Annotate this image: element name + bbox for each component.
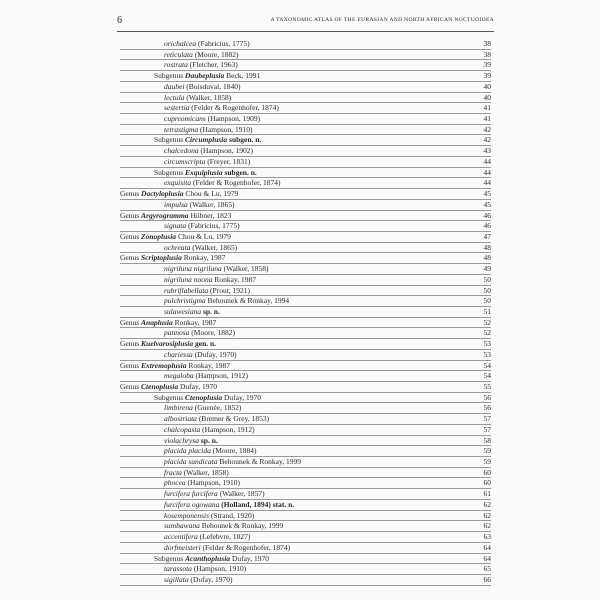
taxon-name: exquisita [164, 178, 192, 188]
taxon-name: Ctenoplusia [141, 382, 179, 391]
toc-species-entry [120, 286, 491, 297]
taxon-name: furcifera furcifera [164, 489, 218, 499]
page-reference: 60 [483, 478, 491, 488]
page-reference: 63 [483, 532, 491, 542]
taxon-author: Ronkay, 1987 [214, 274, 257, 284]
page-reference: 59 [483, 446, 491, 456]
taxon-author: subgen. n. [229, 135, 262, 145]
toc-species-entry [120, 511, 491, 522]
taxon-name: chalcedona [164, 146, 199, 156]
toc-genus-entry [120, 211, 491, 222]
taxon-name: pulchristigma [164, 296, 206, 306]
toc-species-entry [120, 243, 491, 254]
taxon-author: (Moore, 1882) [194, 49, 239, 59]
taxon-author: (Walker, 1858) [183, 467, 229, 477]
toc-species-entry [120, 468, 491, 479]
taxon-author: (Lefebvre, 1827) [199, 532, 251, 542]
page-reference: 46 [483, 210, 491, 220]
taxon-name: orichalcea [164, 39, 197, 48]
taxon-rank: Subgenus [154, 392, 184, 402]
toc-species-entry [120, 114, 491, 125]
page-reference: 57 [483, 424, 491, 434]
toc-species-entry [120, 221, 491, 232]
taxon-name: Exquiplusia [185, 167, 223, 177]
page-reference: 64 [483, 553, 491, 563]
taxon-name: rostrata [164, 60, 188, 70]
page-reference: 46 [483, 221, 491, 231]
taxon-name: nigriluna nigriluna [164, 264, 222, 274]
taxon-name: Anaplusia [141, 317, 173, 327]
taxon-author: (Hampson, 1909) [207, 114, 261, 124]
taxon-author: gen. n. [195, 339, 217, 349]
page-reference: 49 [483, 264, 491, 274]
taxon-name: Kuelvarosiplusia [141, 339, 194, 349]
page-reference: 48 [483, 242, 491, 252]
page-number: 6 [117, 15, 122, 26]
page-reference: 38 [483, 39, 491, 48]
toc-species-entry [120, 200, 491, 211]
toc-species-entry [120, 60, 491, 71]
taxon-name: limbirena [164, 403, 193, 413]
toc-species-entry [120, 543, 491, 554]
taxon-name: chalcopasta [164, 424, 201, 434]
taxon-rank: Subgenus [154, 553, 184, 563]
page-reference: 43 [483, 146, 491, 156]
taxon-author: (Hampson, 1910) [193, 564, 247, 574]
taxon-author: (Dufay, 1970) [190, 574, 233, 584]
taxon-author: (Walker, 1857) [219, 489, 265, 499]
taxon-author: (Fletcher, 1963) [189, 60, 238, 70]
taxon-author: (Dufay, 1970) [194, 349, 237, 359]
page-reference: 65 [483, 564, 491, 574]
taxon-author: (Prout, 1921) [210, 285, 251, 295]
page-reference: 58 [483, 435, 491, 445]
page-reference: 52 [483, 317, 491, 327]
page-reference: 45 [483, 189, 491, 199]
taxon-name: circumscripta [164, 156, 206, 166]
page-reference: 50 [483, 274, 491, 284]
toc-genus-entry [120, 232, 491, 243]
toc-species-entry [120, 307, 491, 318]
taxon-name: cupreomicans [164, 114, 206, 124]
taxon-author: (Fabricius, 1775) [187, 221, 240, 231]
toc-species-entry [120, 446, 491, 457]
taxon-name: pannosa [164, 328, 190, 338]
toc-genus-entry [120, 189, 491, 200]
taxon-name: nigriluna noona [164, 274, 213, 284]
taxon-author: (Walker, 1858) [223, 264, 269, 274]
page-reference: 42 [483, 124, 491, 134]
taxon-author: (Hampson, 1912) [202, 424, 255, 434]
taxon-author: (Felder & Rogenhofer, 1874) [202, 542, 291, 552]
taxon-name: kosemponensis [164, 510, 209, 520]
page-reference: 40 [483, 92, 491, 102]
taxon-author: Dufay, 1970 [180, 382, 218, 391]
page-reference: 47 [483, 231, 491, 241]
taxon-author: (Walker, 1865) [189, 199, 235, 209]
taxon-name: tetrastigma [164, 124, 199, 134]
page-reference: 54 [483, 371, 491, 381]
taxon-author: (Hampson, 1912) [195, 371, 248, 381]
toc-species-entry [120, 275, 491, 286]
page-reference: 56 [483, 392, 491, 402]
taxon-name: Acanthoplusia [185, 553, 231, 563]
taxon-name: violachrysa [164, 435, 199, 445]
taxon-name: phocea [164, 478, 186, 488]
taxon-name: Zonoplusia [141, 231, 177, 241]
toc-species-entry [120, 350, 491, 361]
page-reference: 41 [483, 103, 491, 113]
taxon-rank: Genus [120, 253, 140, 263]
toc-subgenus-entry [120, 393, 491, 404]
taxon-name: Scriptoplusia [141, 253, 182, 263]
taxon-name: Ctenoplusia [185, 392, 223, 402]
taxon-name: accentifera [164, 532, 198, 542]
taxon-author: Dufay, 1970 [224, 392, 262, 402]
taxon-name: Daubeplusia [185, 71, 225, 81]
toc-subgenus-entry [120, 168, 491, 179]
page-reference: 64 [483, 542, 491, 552]
page-reference: 57 [483, 414, 491, 424]
page-reference: 44 [483, 178, 491, 188]
taxon-author: Dufay, 1970 [231, 553, 269, 563]
toc-species-entry [120, 425, 491, 436]
taxon-author: (Hampson, 1902) [200, 146, 253, 156]
taxon-author: Hübner, 1823 [190, 210, 232, 220]
taxon-author: Chou & Lu, 1979 [177, 231, 231, 241]
page-reference: 39 [483, 60, 491, 70]
page-reference: 40 [483, 81, 491, 91]
taxon-author: Ronkay, 1987 [183, 253, 226, 263]
taxon-name: rubriflabellata [164, 285, 209, 295]
taxon-rank: Subgenus [154, 71, 184, 81]
page-reference: 62 [483, 499, 491, 509]
taxon-author: (Felder & Rogenhofer, 1874) [191, 103, 279, 113]
taxon-name: sumbawana [164, 521, 200, 531]
taxon-author: (Guenée, 1852) [194, 403, 242, 413]
taxon-name: ochreata [164, 242, 191, 252]
taxon-name: megaloba [164, 371, 194, 381]
running-title: A TAXONOMIC ATLAS OF THE EURASIAN AND NORTH AFRICAN NOCTUOIDEA [270, 17, 494, 23]
toc-species-entry [120, 328, 491, 339]
taxon-rank: Genus [120, 210, 140, 220]
page-reference: 41 [483, 114, 491, 124]
taxon-name: daubei [164, 81, 185, 91]
page-reference: 39 [483, 71, 491, 81]
page-reference: 51 [483, 306, 491, 316]
taxon-author: (Boisduval, 1840) [186, 81, 241, 91]
toc-species-entry [120, 264, 491, 275]
page-reference: 55 [483, 382, 491, 391]
taxon-name: sulawesiana [164, 306, 202, 316]
taxon-author: (Moore, 1882) [191, 328, 236, 338]
taxon-name: signata [164, 221, 187, 231]
taxon-name: sigillata [164, 574, 189, 584]
taxon-rank: Genus [120, 339, 140, 349]
toc-species-entry [120, 500, 491, 511]
toc-genus-entry [120, 318, 491, 329]
toc-species-entry [120, 125, 491, 136]
taxon-rank: Subgenus [154, 135, 184, 145]
page-reference: 62 [483, 521, 491, 531]
taxon-author: Ronkay, 1987 [174, 317, 217, 327]
page-reference: 44 [483, 167, 491, 177]
taxon-name: Extremoplusia [141, 360, 187, 370]
toc-species-entry [120, 178, 491, 189]
taxon-name: placida placida [164, 446, 211, 456]
toc-species-entry [120, 414, 491, 425]
page-reference: 62 [483, 510, 491, 520]
taxon-author: (Holland, 1894) stat. n. [221, 499, 295, 509]
taxon-name: dorfmeisteri [164, 542, 201, 552]
taxon-author: (Walker, 1865) [192, 242, 238, 252]
toc-genus-entry [120, 361, 491, 372]
taxon-author: sp. n. [200, 435, 218, 445]
taxon-author: Behounek & Ronkay, 1999 [201, 521, 284, 531]
toc-subgenus-entry [120, 554, 491, 565]
page-reference: 50 [483, 296, 491, 306]
toc-species-entry [120, 403, 491, 414]
taxon-name: albostriata [164, 414, 197, 424]
taxon-author: (Moore, 1884) [212, 446, 257, 456]
page-reference: 66 [483, 574, 491, 584]
page-reference: 45 [483, 199, 491, 209]
taxon-rank: Genus [120, 317, 140, 327]
taxon-rank: Subgenus [154, 167, 184, 177]
page-reference: 60 [483, 467, 491, 477]
taxon-name: impulsa [164, 199, 188, 209]
taxon-name: placida sundicata [164, 457, 218, 467]
toc-genus-entry [120, 253, 491, 264]
taxon-author: (Fabricius, 1775) [197, 39, 250, 48]
page-reference: 53 [483, 349, 491, 359]
taxon-author: (Bremer & Grey, 1853) [198, 414, 270, 424]
taxon-name: Argyrogramma [141, 210, 189, 220]
page-reference: 54 [483, 360, 491, 370]
taxon-author: (Walker, 1858) [186, 92, 232, 102]
taxon-name: Circumplusia [185, 135, 228, 145]
toc-species-entry [120, 564, 491, 575]
toc-genus-entry [120, 382, 491, 393]
taxon-rank: Genus [120, 189, 140, 199]
taxon-rank: Genus [120, 231, 140, 241]
taxon-author: Behounek & Ronkay, 1994 [207, 296, 290, 306]
table-of-contents [120, 39, 491, 586]
taxon-author: (Hampson, 1910) [187, 478, 241, 488]
taxon-name: furcifera ogowana [164, 499, 220, 509]
taxon-name: fracta [164, 467, 182, 477]
taxon-name: tarassota [164, 564, 192, 574]
page-reference: 50 [483, 285, 491, 295]
taxon-author: Ronkay, 1987 [188, 360, 230, 370]
toc-species-entry [120, 103, 491, 114]
toc-species-entry [120, 532, 491, 543]
running-header [117, 15, 494, 29]
toc-species-entry [120, 575, 491, 586]
taxon-name: Dactyloplusia [141, 189, 184, 199]
toc-species-entry [120, 39, 491, 50]
page-reference: 53 [483, 339, 491, 349]
taxon-author: (Strand, 1920) [210, 510, 255, 520]
page-reference: 44 [483, 156, 491, 166]
toc-subgenus-entry [120, 135, 491, 146]
toc-subgenus-entry [120, 71, 491, 82]
page-reference: 42 [483, 135, 491, 145]
page-reference: 56 [483, 403, 491, 413]
taxon-name: lectula [164, 92, 185, 102]
page-reference: 61 [483, 489, 491, 499]
toc-species-entry [120, 489, 491, 500]
toc-species-entry [120, 436, 491, 447]
toc-species-entry [120, 146, 491, 157]
taxon-author: Chou & Lu, 1979 [185, 189, 239, 199]
toc-species-entry [120, 93, 491, 104]
page-reference: 38 [483, 49, 491, 59]
taxon-author: (Hampson, 1910) [200, 124, 253, 134]
taxon-author: Beck, 1991 [226, 71, 261, 81]
toc-species-entry [120, 296, 491, 307]
toc-species-entry [120, 82, 491, 93]
page-reference: 52 [483, 328, 491, 338]
toc-species-entry [120, 371, 491, 382]
page-reference: 48 [483, 253, 491, 263]
taxon-name: sestertia [164, 103, 190, 113]
page-reference: 59 [483, 457, 491, 467]
taxon-author: Behounek & Ronkay, 1999 [219, 457, 302, 467]
header-rule [117, 31, 494, 32]
taxon-rank: Genus [120, 360, 140, 370]
toc-species-entry [120, 457, 491, 468]
toc-species-entry [120, 50, 491, 61]
toc-species-entry [120, 157, 491, 168]
taxon-author: sp. n. [202, 306, 220, 316]
taxon-rank: Genus [120, 382, 140, 391]
toc-species-entry [120, 521, 491, 532]
taxon-author: subgen. n. [224, 167, 257, 177]
taxon-author: (Freyer, 1831) [207, 156, 251, 166]
toc-genus-entry [120, 339, 491, 350]
taxon-author: (Felder & Rogenhofer, 1874) [192, 178, 281, 188]
taxon-name: chariessa [164, 349, 193, 359]
taxon-name: reticulata [164, 49, 193, 59]
toc-species-entry [120, 478, 491, 489]
